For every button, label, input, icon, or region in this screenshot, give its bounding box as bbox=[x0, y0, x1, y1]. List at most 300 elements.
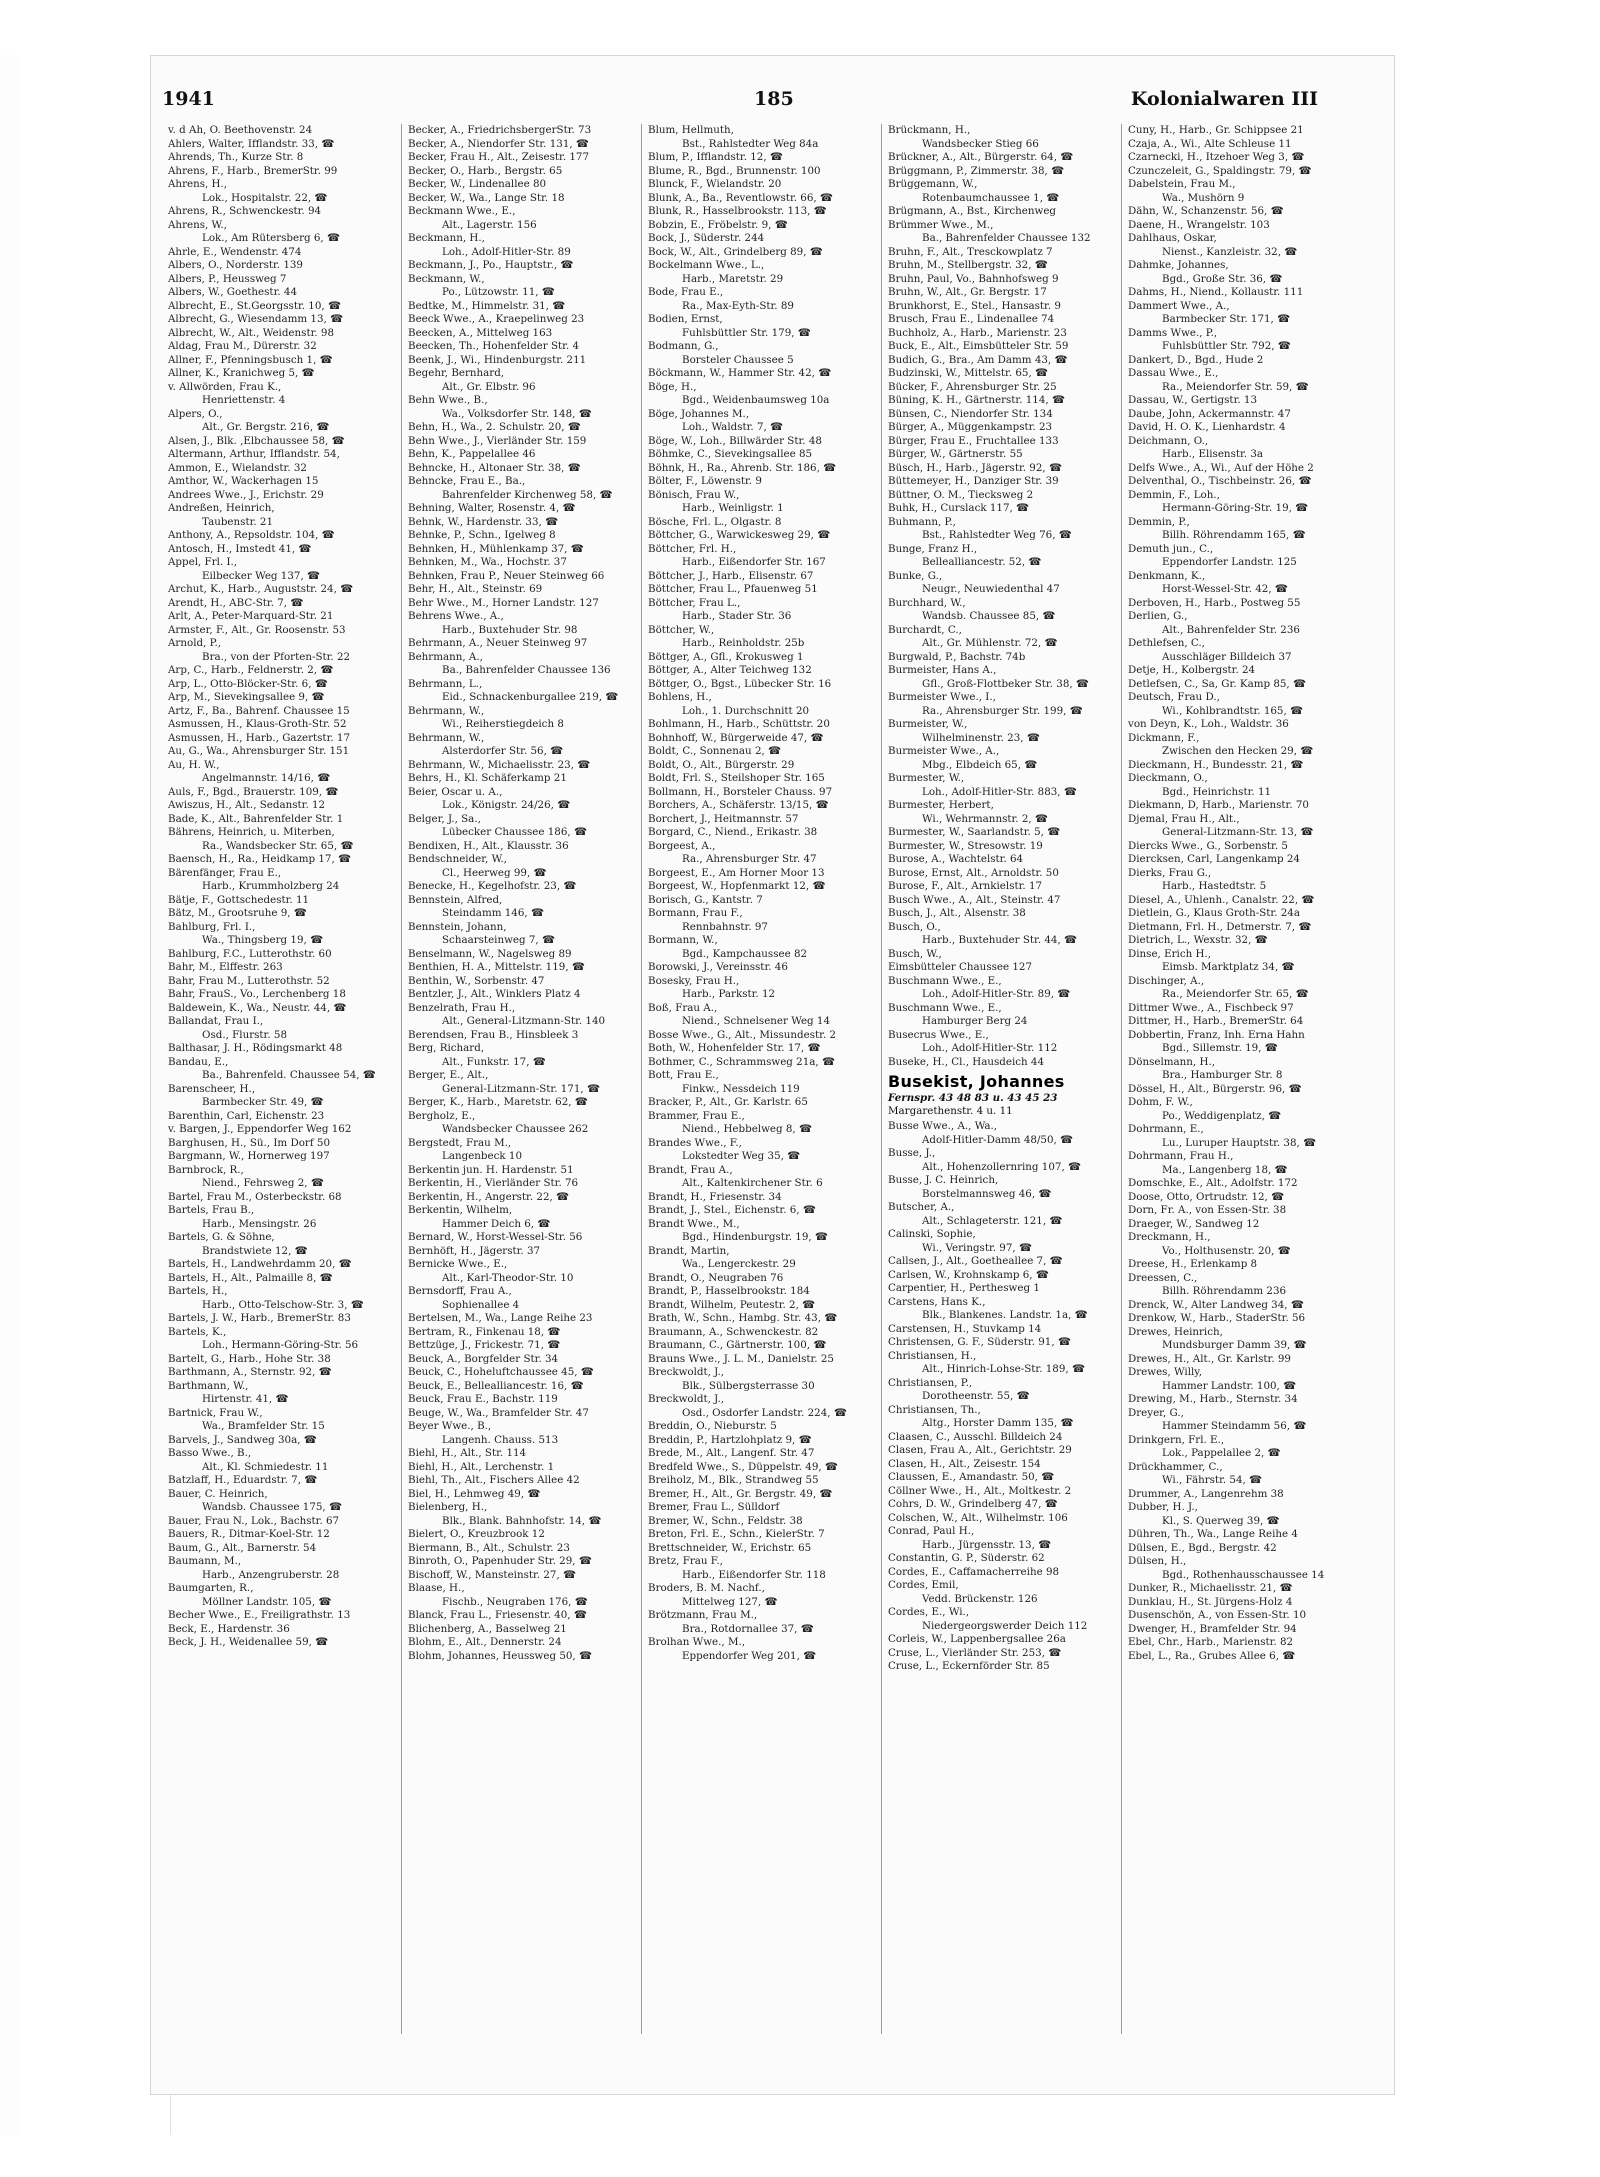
directory-entry: Dassau Wwe., E., bbox=[1128, 367, 1219, 379]
directory-entry: Bst., Rahlstedter Weg 84a bbox=[682, 137, 819, 150]
directory-entry: Bruhn, W., Alt., Gr. Bergstr. 17 bbox=[888, 286, 1047, 298]
directory-entry: Biel, H., Lehmweg 49, ☎ bbox=[408, 1487, 541, 1500]
directory-entry: Aldag, Frau M., Dürerstr. 32 bbox=[168, 340, 317, 352]
directory-entry: Bredfeld Wwe., S., Düppelstr. 49, ☎ bbox=[648, 1460, 838, 1473]
directory-entry: Baensch, H., Ra., Heidkamp 17, ☎ bbox=[168, 853, 351, 865]
directory-entry: Busch, O., bbox=[888, 920, 941, 933]
directory-entry: Buschmann Wwe., E., bbox=[888, 974, 1002, 987]
directory-entry: Carstens, Hans K., bbox=[888, 1295, 986, 1308]
directory-entry: Broders, B. M. Nachf., bbox=[648, 1582, 765, 1594]
directory-entry: Barghusen, H., Sü., Im Dorf 50 bbox=[168, 1136, 331, 1149]
directory-entry: Basso Wwe., B., bbox=[168, 1447, 252, 1459]
directory-entry: Harb., Otto-Telschow-Str. 3, ☎ bbox=[202, 1298, 364, 1311]
directory-entry: Deichmann, O., bbox=[1128, 434, 1209, 447]
directory-entry: Lok., Königstr. 24/26, ☎ bbox=[442, 799, 571, 811]
directory-entry: Dunker, R., Michaelisstr. 21, ☎ bbox=[1128, 1582, 1293, 1594]
directory-entry: Awiszus, H., Alt., Sedanstr. 12 bbox=[168, 799, 326, 811]
directory-entry: Wi., Wehrmannstr. 2, ☎ bbox=[922, 812, 1048, 825]
directory-entry: Borisch, G., Kantstr. 7 bbox=[648, 893, 763, 906]
directory-entry: Loh., Adolf-Hitler-Str. 89 bbox=[442, 245, 571, 258]
directory-entry: Delventhal, O., Tischbeinstr. 26, ☎ bbox=[1128, 475, 1312, 487]
directory-entry: Bgd., Sillemstr. 19, ☎ bbox=[1162, 1042, 1278, 1054]
directory-entry: Ebel, L., Ra., Grubes Allee 6, ☎ bbox=[1128, 1649, 1296, 1662]
directory-entry: Detje, H., Kolbergstr. 24 bbox=[1128, 664, 1256, 676]
directory-entry: Buhmann, P., bbox=[888, 515, 956, 528]
directory-entry: Borgard, C., Niend., Erikastr. 38 bbox=[648, 826, 818, 838]
directory-entry: Alt., Schlageterstr. 121, ☎ bbox=[922, 1214, 1063, 1227]
directory-entry: Brauns Wwe., J. L. M., Danielstr. 25 bbox=[648, 1352, 834, 1365]
directory-entry: Behrmann, W., Michaelisstr. 23, ☎ bbox=[408, 758, 591, 771]
directory-entry: Begehr, Bernhard, bbox=[408, 367, 505, 379]
directory-entry: Brandt, J., Stel., Eichenstr. 6, ☎ bbox=[648, 1204, 816, 1216]
directory-entry: Drewes, Heinrich, bbox=[1128, 1325, 1223, 1338]
directory-column-2 bbox=[402, 124, 642, 2034]
directory-entry: Bettzüge, J., Frickestr. 71, ☎ bbox=[408, 1339, 561, 1351]
directory-entry: Behrens Wwe., A., bbox=[408, 610, 504, 622]
directory-entry: Bennstein, Alfred, bbox=[408, 893, 503, 906]
directory-entry: Nienst., Kanzleistr. 32, ☎ bbox=[1162, 245, 1298, 258]
directory-entry: Bartels, H., Landwehrdamm 20, ☎ bbox=[168, 1258, 352, 1270]
directory-entry: v. Allwörden, Frau K., bbox=[168, 380, 282, 393]
directory-column-3 bbox=[642, 124, 882, 2034]
directory-entry: Bergstedt, Frau M., bbox=[408, 1136, 512, 1149]
directory-entry: Appel, Frl. I., bbox=[168, 556, 238, 568]
directory-entry: Behr Wwe., M., Horner Landstr. 127 bbox=[408, 596, 599, 609]
directory-entry: Busch, J., Alt., Alsenstr. 38 bbox=[888, 907, 1026, 919]
directory-entry: Bösche, Frl. L., Olgastr. 8 bbox=[648, 515, 782, 528]
directory-entry: Behn Wwe., B., bbox=[408, 394, 488, 406]
directory-entry: Andreßen, Heinrich, bbox=[168, 502, 275, 514]
directory-entry: Busse, J., bbox=[888, 1147, 936, 1159]
directory-entry: Dohm, F. W., bbox=[1128, 1096, 1193, 1108]
directory-entry: Domschke, E., Alt., Adolfstr. 172 bbox=[1128, 1177, 1298, 1189]
directory-entry: Bgd., Kampchaussee 82 bbox=[682, 947, 808, 960]
directory-entry: Borchers, A., Schäferstr. 13/15, ☎ bbox=[648, 799, 829, 811]
directory-entry: Dusenschön, A., von Essen-Str. 10 bbox=[1128, 1609, 1307, 1621]
directory-entry: Arlt, A., Peter-Marquard-Str. 21 bbox=[168, 610, 334, 622]
directory-entry: Bielenberg, H., bbox=[408, 1501, 488, 1513]
directory-entry: Böge, H., bbox=[648, 380, 697, 393]
directory-entry: Böttger, A., Gfl., Krokusweg 1 bbox=[648, 650, 804, 663]
directory-entry: Fuhlsbüttler Str. 179, ☎ bbox=[682, 326, 811, 339]
directory-entry: Delfs Wwe., A., Wi., Auf der Höhe 2 bbox=[1128, 461, 1314, 474]
directory-entry: Deutsch, Frau D., bbox=[1128, 691, 1220, 703]
directory-entry: Böttcher, J., Harb., Elisenstr. 67 bbox=[648, 569, 814, 582]
directory-entry: Wa., Thingsberg 19, ☎ bbox=[202, 934, 323, 946]
directory-entry: Brandt, H., Friesenstr. 34 bbox=[648, 1190, 782, 1203]
directory-entry: Dittmer, H., Harb., BremerStr. 64 bbox=[1128, 1015, 1304, 1027]
directory-entry: Dorn, Fr. A., von Essen-Str. 38 bbox=[1128, 1204, 1287, 1216]
directory-entry: Borsteler Chaussee 5 bbox=[682, 353, 794, 366]
directory-entry: Albers, W., Goethestr. 44 bbox=[168, 286, 298, 298]
directory-entry: Vedd. Brückenstr. 126 bbox=[922, 1592, 1038, 1605]
directory-entry: Wi., Veringstr. 97, ☎ bbox=[922, 1241, 1032, 1254]
directory-entry: Borgeest, A., bbox=[648, 839, 716, 852]
directory-entry: Bst., Rahlstedter Weg 76, ☎ bbox=[922, 529, 1072, 541]
directory-entry: Drenkow, W., Harb., StaderStr. 56 bbox=[1128, 1312, 1306, 1324]
directory-entry: Benthien, H. A., Mittelstr. 119, ☎ bbox=[408, 961, 585, 973]
directory-entry: Derboven, H., Harb., Postweg 55 bbox=[1128, 596, 1301, 609]
directory-entry: Sophienallee 4 bbox=[442, 1298, 520, 1311]
directory-entry: Baumgarten, R., bbox=[168, 1582, 254, 1594]
directory-entry: Allner, K., Kranichweg 5, ☎ bbox=[168, 367, 315, 379]
directory-entry: Harb., Krummholzberg 24 bbox=[202, 880, 340, 892]
directory-entry: Blk., Blank. Bahnhofstr. 14, ☎ bbox=[442, 1514, 602, 1527]
directory-entry: Detlefsen, C., Sa, Gr. Kamp 85, ☎ bbox=[1128, 677, 1306, 690]
directory-entry: Dreyer, G., bbox=[1128, 1406, 1184, 1419]
page-number: 185 bbox=[754, 88, 794, 110]
advert-phone: Fernspr. 43 48 83 u. 43 45 23 bbox=[888, 1092, 1058, 1104]
directory-entry: Ra., Ahrensburger Str. 199, ☎ bbox=[922, 704, 1083, 717]
directory-entry: Bock, W., Alt., Grindelberg 89, ☎ bbox=[648, 245, 823, 258]
directory-entry: Dabelstein, Frau M., bbox=[1128, 178, 1236, 190]
directory-entry: Po., Lützowstr. 11, ☎ bbox=[442, 286, 555, 298]
directory-entry: Böge, Johannes M., bbox=[648, 407, 750, 420]
directory-entry: Derlien, G., bbox=[1128, 610, 1188, 622]
directory-column-5 bbox=[1122, 124, 1362, 2034]
directory-entry: Dunklau, H., St. Jürgens-Holz 4 bbox=[1128, 1595, 1293, 1608]
directory-entry: Burchhard, W., bbox=[888, 596, 966, 609]
directory-entry: Behnken, Frau P., Neuer Steinweg 66 bbox=[408, 569, 605, 582]
directory-entry: Bernard, W., Horst-Wessel-Str. 56 bbox=[408, 1231, 583, 1243]
directory-entry: Po., Weddigenplatz, ☎ bbox=[1162, 1109, 1281, 1122]
directory-entry: Altg., Horster Damm 135, ☎ bbox=[922, 1417, 1074, 1429]
directory-entry: Drenck, W., Alter Landweg 34, ☎ bbox=[1128, 1298, 1304, 1311]
directory-entry: Borgeest, W., Hopfenmarkt 12, ☎ bbox=[648, 880, 826, 892]
directory-entry: Burmester, W., Saarlandstr. 5, ☎ bbox=[888, 826, 1061, 838]
directory-entry: Böhmke, C., Sievekingsallee 85 bbox=[648, 448, 813, 460]
directory-entry: Becker, W., Wa., Lange Str. 18 bbox=[408, 191, 565, 204]
directory-entry: Alt., Gr. Mühlenstr. 72, ☎ bbox=[922, 637, 1058, 649]
directory-entry: Alsterdorfer Str. 56, ☎ bbox=[442, 745, 563, 757]
directory-entry: Drückhammer, C., bbox=[1128, 1460, 1223, 1473]
directory-entry: General-Litzmann-Str. 13, ☎ bbox=[1162, 826, 1314, 838]
directory-entry: Budich, G., Bra., Am Damm 43, ☎ bbox=[888, 353, 1068, 366]
directory-entry: Burose, A., Wachtelstr. 64 bbox=[888, 853, 1024, 865]
directory-entry: Breton, Frl. E., Schn., KielerStr. 7 bbox=[648, 1528, 825, 1540]
directory-entry: Alsen, J., Blk. ,Elbchaussee 58, ☎ bbox=[168, 434, 345, 447]
directory-entry: Blanck, Frau L., Friesenstr. 40, ☎ bbox=[408, 1609, 587, 1621]
directory-entry: Alt., Gr. Elbstr. 96 bbox=[442, 380, 536, 393]
directory-entry: Bürger, W., Gärtnerstr. 55 bbox=[888, 448, 1023, 460]
directory-entry: Bahlburg, F.C., Lutterothstr. 60 bbox=[168, 947, 332, 960]
directory-entry: Dahlhaus, Oskar, bbox=[1128, 232, 1217, 244]
directory-entry: Bollmann, H., Borsteler Chauss. 97 bbox=[648, 785, 833, 798]
directory-entry: Carstensen, H., Stuvkamp 14 bbox=[888, 1322, 1042, 1335]
directory-entry: Braumann, A., Schwenckestr. 82 bbox=[648, 1325, 819, 1338]
directory-entry: Lok., Am Rütersberg 6, ☎ bbox=[202, 232, 340, 244]
advertisement bbox=[888, 1072, 1115, 1118]
directory-entry: Bernicke Wwe., E., bbox=[408, 1258, 508, 1270]
right-margin bbox=[1395, 55, 1600, 2135]
directory-entry: Doose, Otto, Ortrudstr. 12, ☎ bbox=[1128, 1190, 1284, 1203]
directory-entry: Busse Wwe., A., Wa., bbox=[888, 1120, 998, 1132]
directory-entry: Claasen, C., Ausschl. Billdeich 24 bbox=[888, 1430, 1063, 1443]
directory-entry: Taubenstr. 21 bbox=[202, 515, 274, 528]
directory-entry: Büttner, O. M., Tiecksweg 2 bbox=[888, 488, 1034, 501]
directory-entry: Harb., Eißendorfer Str. 118 bbox=[682, 1568, 826, 1581]
directory-entry: Harb., Hastedtstr. 5 bbox=[1162, 880, 1267, 892]
directory-entry: Brandes Wwe., F., bbox=[648, 1136, 742, 1149]
directory-entry: Ra., Max-Eyth-Str. 89 bbox=[682, 299, 794, 312]
directory-entry: Batzlaff, H., Eduardstr. 7, ☎ bbox=[168, 1474, 318, 1486]
directory-entry: Harb., Reinholdstr. 25b bbox=[682, 637, 805, 649]
directory-entry: Beckmann, J., Po., Hauptstr., ☎ bbox=[408, 259, 574, 271]
directory-entry: Burmeister Wwe., A., bbox=[888, 745, 1000, 757]
directory-entry: Arp, C., Harb., Feldnerstr. 2, ☎ bbox=[168, 664, 334, 676]
directory-entry: Wi., Kohlbrandtstr. 165, ☎ bbox=[1162, 704, 1303, 717]
directory-entry: Barnbrock, R., bbox=[168, 1163, 244, 1176]
directory-entry: Bunge, Franz H., bbox=[888, 542, 978, 555]
directory-entry: Behnke, P., Schn., Igelweg 8 bbox=[408, 529, 556, 541]
directory-entry: Barthmann, A., Sternstr. 92, ☎ bbox=[168, 1366, 332, 1378]
directory-entry: Asmussen, H., Harb., Gazertstr. 17 bbox=[168, 731, 351, 744]
directory-entry: Beckmann, W., bbox=[408, 272, 485, 285]
directory-entry: Brandt, P., Hasselbrookstr. 184 bbox=[648, 1285, 810, 1297]
directory-entry: Lübecker Chaussee 186, ☎ bbox=[442, 826, 587, 838]
directory-entry: General-Litzmann-Str. 171, ☎ bbox=[442, 1082, 600, 1095]
directory-entry: von Deyn, K., Loh., Waldstr. 36 bbox=[1128, 718, 1289, 730]
directory-entry: Becker, O., Harb., Bergstr. 65 bbox=[408, 164, 563, 177]
directory-entry: Demuth jun., C., bbox=[1128, 542, 1214, 555]
directory-entry: Brede, M., Alt., Langenf. Str. 47 bbox=[648, 1447, 815, 1459]
directory-entry: Bärenfänger, Frau E., bbox=[168, 866, 282, 879]
directory-entry: Albrecht, W., Alt., Weidenstr. 98 bbox=[168, 326, 335, 339]
directory-entry: Cohrs, D. W., Grindelberg 47, ☎ bbox=[888, 1498, 1058, 1510]
directory-entry: Arp, L., Otto-Blöcker-Str. 6, ☎ bbox=[168, 677, 328, 690]
directory-entry: Blk., Sülbergsterrasse 30 bbox=[682, 1379, 815, 1392]
directory-entry: Bade, K., Alt., Bahrenfelder Str. 1 bbox=[168, 812, 344, 825]
directory-entry: Loh., Hermann-Göring-Str. 56 bbox=[202, 1339, 359, 1351]
directory-entry: Dieckmann, O., bbox=[1128, 772, 1208, 784]
directory-entry: Fischb., Neugraben 176, ☎ bbox=[442, 1595, 588, 1608]
directory-entry: Denkmann, K., bbox=[1128, 569, 1206, 582]
directory-entry: Ahrens, R., Schwenckestr. 94 bbox=[168, 205, 322, 217]
directory-entry: Dähn, W., Schanzenstr. 56, ☎ bbox=[1128, 205, 1284, 217]
directory-entry: Busecrus Wwe., E., bbox=[888, 1028, 989, 1041]
directory-entry: Blunk, R., Hasselbrookstr. 113, ☎ bbox=[648, 205, 827, 217]
directory-entry: Dönselmann, H., bbox=[1128, 1055, 1215, 1068]
directory-entry: Beck, E., Hardenstr. 36 bbox=[168, 1622, 290, 1635]
directory-entry: Borowski, J., Vereinsstr. 46 bbox=[648, 961, 788, 973]
directory-entry: Antosch, H., Imstedt 41, ☎ bbox=[168, 542, 312, 555]
directory-entry: Balthasar, J. H., Rödingsmarkt 48 bbox=[168, 1042, 343, 1054]
directory-entry: Buck, E., Alt., Eimsbütteler Str. 59 bbox=[888, 340, 1069, 352]
directory-entry: Niedergeorgswerder Deich 112 bbox=[922, 1619, 1088, 1632]
directory-entry: Breddin, P., Hartzlohplatz 9, ☎ bbox=[648, 1433, 812, 1446]
directory-entry: Bockelmann Wwe., L., bbox=[648, 259, 765, 271]
directory-entry: Barmbecker Str. 49, ☎ bbox=[202, 1096, 324, 1108]
directory-entry: Harb., Eißendorfer Str. 167 bbox=[682, 556, 826, 568]
directory-entry: Brolhan Wwe., M., bbox=[648, 1636, 746, 1648]
directory-entry: Dreessen, C., bbox=[1128, 1271, 1198, 1284]
directory-entry: Diercks Wwe., G., Sorbenstr. 5 bbox=[1128, 839, 1288, 852]
directory-entry: Bandau, E., bbox=[168, 1055, 229, 1068]
directory-entry: Bährens, Heinrich, u. Miterben, bbox=[168, 826, 335, 838]
directory-entry: Bernsdorff, Frau A., bbox=[408, 1285, 512, 1297]
directory-entry: Demmin, P., bbox=[1128, 515, 1190, 528]
directory-entry: Alt., Kaltenkirchener Str. 6 bbox=[682, 1177, 823, 1189]
directory-entry: Beuck, C., Hoheluftchaussee 45, ☎ bbox=[408, 1366, 594, 1378]
directory-entry: Harb., Buxtehuder Str. 98 bbox=[442, 623, 578, 636]
directory-entry: Behncke, Frau E., Ba., bbox=[408, 475, 526, 487]
directory-entry: Belger, J., Sa., bbox=[408, 812, 481, 825]
directory-entry: Dietlein, G., Klaus Groth-Str. 24a bbox=[1128, 907, 1300, 919]
directory-entry: Bertelsen, M., Wa., Lange Reihe 23 bbox=[408, 1312, 593, 1324]
directory-entry: Dohrmann, E., bbox=[1128, 1123, 1204, 1135]
directory-entry: Drewes, Willy, bbox=[1128, 1366, 1203, 1378]
directory-entry: Bartels, Frau B., bbox=[168, 1204, 255, 1216]
directory-entry: Au, G., Wa., Ahrensburger Str. 151 bbox=[168, 745, 350, 757]
directory-entry: Beck, J. H., Weidenallee 59, ☎ bbox=[168, 1636, 328, 1648]
directory-entry: Bahr, M., Elffestr. 263 bbox=[168, 961, 283, 973]
directory-entry: Wilhelminenstr. 23, ☎ bbox=[922, 731, 1040, 744]
directory-entry: Carpentier, H., Perthesweg 1 bbox=[888, 1282, 1040, 1294]
directory-entry: Busch Wwe., A., Alt., Steinstr. 47 bbox=[888, 893, 1061, 906]
directory-entry: Niend., Fehrsweg 2, ☎ bbox=[202, 1177, 324, 1189]
directory-entry: Both, W., Hohenfelder Str. 17, ☎ bbox=[648, 1042, 821, 1054]
directory-entry: Alt., General-Litzmann-Str. 140 bbox=[442, 1015, 606, 1027]
directory-entry: Alt., Funkstr. 17, ☎ bbox=[442, 1055, 546, 1068]
directory-entry: Brüggemann, W., bbox=[888, 178, 978, 190]
directory-entry: Billh. Röhrendamm 236 bbox=[1162, 1285, 1287, 1297]
directory-entry: Bischoff, W., Mansteinstr. 27, ☎ bbox=[408, 1568, 576, 1581]
directory-entry: Harb., Jürgensstr. 13, ☎ bbox=[922, 1538, 1051, 1551]
directory-entry: Bohlens, H., bbox=[648, 691, 712, 703]
directory-entry: Andrees Wwe., J., Erichstr. 29 bbox=[168, 488, 324, 501]
directory-entry: Bra., Hamburger Str. 8 bbox=[1162, 1069, 1283, 1081]
directory-entry: Behncke, H., Altonaer Str. 38, ☎ bbox=[408, 461, 581, 474]
directory-entry: Ba., Bahrenfelder Chaussee 136 bbox=[442, 664, 611, 676]
directory-entry: Bönisch, Frau W., bbox=[648, 488, 740, 501]
directory-entry: Alt., Hinrich-Lohse-Str. 189, ☎ bbox=[922, 1363, 1085, 1375]
directory-entry: Blichenberg, A., Basselweg 21 bbox=[408, 1622, 567, 1635]
directory-entry: Niend., Hebbelweg 8, ☎ bbox=[682, 1123, 812, 1135]
directory-entry: Boldt, C., Sonnenau 2, ☎ bbox=[648, 745, 781, 757]
directory-entry: Bodien, Ernst, bbox=[648, 313, 723, 325]
directory-entry: Bentzler, J., Alt., Winklers Platz 4 bbox=[408, 988, 581, 1000]
directory-entry: Harb., Elisenstr. 3a bbox=[1162, 448, 1264, 460]
directory-entry: Gfl., Groß-Flottbeker Str. 38, ☎ bbox=[922, 677, 1089, 690]
directory-entry: Ra., Meiendorfer Str. 59, ☎ bbox=[1162, 380, 1309, 393]
directory-entry: Corleis, W., Lappenbergsallee 26a bbox=[888, 1633, 1066, 1645]
directory-entry: Behnk, W., Hardenstr. 33, ☎ bbox=[408, 515, 558, 528]
directory-entry: Bürger, A., Müggenkampstr. 23 bbox=[888, 421, 1053, 433]
directory-entry: Berg, Richard, bbox=[408, 1042, 485, 1054]
directory-entry: Carlsen, W., Krohnskamp 6, ☎ bbox=[888, 1268, 1049, 1281]
directory-entry: Fuhlsbüttler Str. 792, ☎ bbox=[1162, 340, 1291, 352]
directory-entry: Ra., Meiendorfer Str. 65, ☎ bbox=[1162, 988, 1309, 1000]
directory-entry: Drewes, H., Alt., Gr. Karlstr. 99 bbox=[1128, 1352, 1291, 1365]
directory-entry: Damms Wwe., P., bbox=[1128, 326, 1218, 339]
directory-entry: Baumann, M., bbox=[168, 1555, 242, 1567]
directory-entry: Bellealliancestr. 52, ☎ bbox=[922, 556, 1042, 568]
directory-entry: Burchardt, C., bbox=[888, 623, 962, 636]
directory-entry: Binroth, O., Papenhuder Str. 29, ☎ bbox=[408, 1555, 592, 1567]
directory-entry: Berger, K., Harb., Maretstr. 62, ☎ bbox=[408, 1096, 588, 1108]
directory-entry: Breiholz, M., Blk., Strandweg 55 bbox=[648, 1474, 819, 1486]
directory-entry: Diekmann, D, Harb., Marienstr. 70 bbox=[1128, 799, 1309, 811]
directory-entry: Dietrich, L., Wexstr. 32, ☎ bbox=[1128, 934, 1268, 946]
directory-entry: Brügmann, A., Bst., Kirchenweg bbox=[888, 205, 1057, 217]
directory-entry: Dethlefsen, C., bbox=[1128, 637, 1205, 649]
directory-entry: Brandt Wwe., M., bbox=[648, 1217, 740, 1230]
directory-entry: Böttcher, G., Warwickesweg 29, ☎ bbox=[648, 529, 831, 541]
directory-entry: Bosesky, Frau H., bbox=[648, 974, 740, 987]
directory-entry: Becker, Frau H., Alt., Zeisestr. 177 bbox=[408, 151, 590, 163]
directory-entry: Biermann, B., Alt., Schulstr. 23 bbox=[408, 1541, 570, 1554]
directory-entry: Behrmann, W., bbox=[408, 704, 485, 717]
directory-entry: Finkw., Nessdeich 119 bbox=[682, 1082, 800, 1095]
directory-entry: Dühren, Th., Wa., Lange Reihe 4 bbox=[1128, 1528, 1298, 1540]
directory-entry: Dittmer Wwe., A., Fischbeck 97 bbox=[1128, 1001, 1294, 1014]
directory-entry: Albrecht, E., St.Georgsstr. 10, ☎ bbox=[168, 299, 341, 312]
directory-entry: Harb., Anzengruberstr. 28 bbox=[202, 1568, 340, 1581]
directory-entry: Amthor, W., Wackerhagen 15 bbox=[168, 475, 319, 487]
directory-entry: Diesel, A., Uhlenh., Canalstr. 22, ☎ bbox=[1128, 893, 1315, 906]
directory-entry: Loh., Waldstr. 7, ☎ bbox=[682, 421, 783, 433]
directory-entry: Eimsbütteler Chaussee 127 bbox=[888, 961, 1032, 973]
directory-entry: Dössel, H., Alt., Bürgerstr. 96, ☎ bbox=[1128, 1082, 1302, 1095]
directory-entry: Harb., Weinligstr. 1 bbox=[682, 502, 784, 514]
directory-entry: Dinse, Erich H., bbox=[1128, 947, 1212, 960]
directory-entry: Behrmann, A., Neuer Steinweg 97 bbox=[408, 637, 588, 649]
directory-entry: Bätz, M., Grootsruhe 9, ☎ bbox=[168, 907, 307, 919]
directory-entry: Bartels, H., bbox=[168, 1285, 228, 1297]
directory-entry: Berkentin, Wilhelm, bbox=[408, 1204, 513, 1216]
directory-entry: Wandsbecker Stieg 66 bbox=[922, 137, 1039, 150]
directory-entry: Burmeister, Hans A., bbox=[888, 664, 997, 676]
directory-entry: v. Bargen, J., Eppendorfer Weg 162 bbox=[168, 1123, 352, 1135]
directory-entry: Blunk, A., Ba., Reventlowstr. 66, ☎ bbox=[648, 191, 833, 204]
directory-entry: Ahrends, Th., Kurze Str. 8 bbox=[168, 151, 304, 163]
directory-entry: Behrmann, W., bbox=[408, 731, 485, 744]
directory-entry: Beenk, J., Wi., Hindenburgstr. 211 bbox=[408, 353, 587, 366]
directory-entry: Ebel, Chr., Harb., Marienstr. 82 bbox=[1128, 1636, 1294, 1648]
directory-entry: Brückner, A., Alt., Bürgerstr. 64, ☎ bbox=[888, 151, 1074, 163]
directory-entry: Burmester, W., Stresowstr. 19 bbox=[888, 839, 1043, 852]
directory-entry: Dammert Wwe., A., bbox=[1128, 299, 1230, 312]
directory-entry: Blohm, Johannes, Heussweg 50, ☎ bbox=[408, 1649, 592, 1662]
directory-entry: Ba., Bahrenfeld. Chaussee 54, ☎ bbox=[202, 1069, 376, 1081]
directory-entry: Drinkgern, Frl. E., bbox=[1128, 1433, 1225, 1446]
directory-entry: Bauer, Frau N., Lok., Bachstr. 67 bbox=[168, 1514, 340, 1527]
directory-entry: Breddin, O., Nieburstr. 5 bbox=[648, 1420, 777, 1432]
directory-entry: Bölter, F., Löwenstr. 9 bbox=[648, 475, 762, 487]
directory-entry: Behrs, H., Kl. Schäferkamp 21 bbox=[408, 772, 567, 784]
directory-entry: Beuck, A., Borgfelder Str. 34 bbox=[408, 1352, 559, 1365]
directory-entry: Alt., Lagerstr. 156 bbox=[442, 218, 537, 231]
directory-entry: Dickmann, F., bbox=[1128, 731, 1200, 744]
directory-entry: Draeger, W., Sandweg 12 bbox=[1128, 1217, 1260, 1230]
directory-entry: Böttcher, W., bbox=[648, 623, 715, 636]
directory-entry: Ahrens, F., Harb., BremerStr. 99 bbox=[168, 164, 338, 177]
directory-entry: Becker, A., FriedrichsbergerStr. 73 bbox=[408, 124, 592, 136]
directory-entry: Ammon, E., Wielandstr. 32 bbox=[168, 461, 307, 474]
directory-entry: Bruhn, F., Alt., Tresckowplatz 7 bbox=[888, 245, 1053, 258]
directory-entry: Eilbecker Weg 137, ☎ bbox=[202, 569, 320, 582]
directory-entry: Dreckmann, H., bbox=[1128, 1231, 1211, 1243]
directory-entry: Dierks, Frau G., bbox=[1128, 866, 1212, 879]
directory-entry: Bartel, Frau M., Osterbeckstr. 68 bbox=[168, 1190, 342, 1203]
directory-entry: Mundsburger Damm 39, ☎ bbox=[1162, 1339, 1307, 1351]
directory-entry: Conrad, Paul H., bbox=[888, 1525, 975, 1537]
directory-entry: Barvels, J., Sandweg 30a, ☎ bbox=[168, 1433, 317, 1446]
directory-entry: Lu., Luruper Hauptstr. 38, ☎ bbox=[1162, 1136, 1316, 1149]
directory-entry: v. d Ah, O. Beethovenstr. 24 bbox=[168, 124, 313, 136]
directory-entry: Alt., Kl. Schmiedestr. 11 bbox=[202, 1460, 329, 1473]
directory-entry: Borstelmannsweg 46, ☎ bbox=[922, 1187, 1052, 1200]
